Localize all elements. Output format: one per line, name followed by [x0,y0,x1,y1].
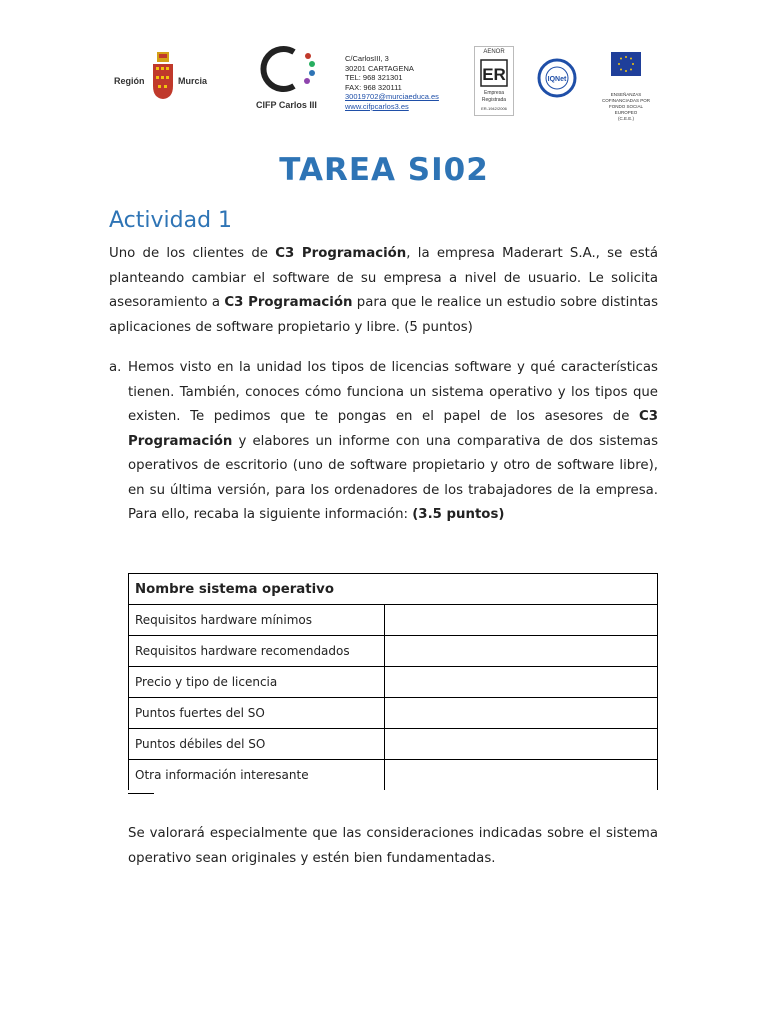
activity-heading: Actividad 1 [109,208,233,233]
cifp-name: CIFP Carlos III [256,100,317,110]
document-title: TAREA SI02 [279,152,489,188]
region-label: Región [114,76,145,86]
item-text-1: Hemos visto en la unidad los tipos de licencias software y qué características tienen. También, conoces cómo funciona un sistema operativo y los tipos que existen. Te pedimos que te pongas en el papel de los asesores de [128,360,658,424]
eu-line1: ENSEÑANZAS [610,92,642,97]
table-row [129,605,658,636]
row-label: Requisitos hardware mínimos [129,605,385,636]
eu-line4: EUROPEO [614,110,638,115]
eu-line2: COFINANCIADAS POR [601,98,650,103]
evaluation-note: Se valorará especialmente que las consideraciones indicadas sobre el sistema operativo sean originales y estén bien fundamentadas. [128,826,658,866]
row-label: Precio y tipo de licencia [129,667,385,698]
address-street: C/CarlosIII, 3 [345,54,389,63]
table-row [129,729,658,760]
table-row [129,636,658,667]
row-label: Puntos fuertes del SO [129,698,385,729]
iqnet-text: IQNet [547,76,567,83]
intro-paragraph [109,242,658,340]
table-row [129,667,658,698]
website-link[interactable]: www.cifpcarlos3.es [345,101,409,111]
row-value-cell[interactable] [385,698,658,729]
eu-flag-icon [611,52,641,76]
eu-line3: FONDO SOCIAL [608,104,643,109]
svg-text:ER: ER [482,65,506,84]
list-item [128,356,658,528]
coat-of-arms-icon [150,52,176,100]
item-text-2: y elabores un informe con una comparativa de dos sistemas operativos de escritorio (uno de software propietario y otro de software libre), en su última versión, para los ordenadores de los trabajadores de la empresa. Para ello, recaba la siguiente información: [128,433,658,522]
row-value-cell[interactable] [385,636,658,667]
er-mark-icon [475,59,513,87]
iqnet-logo [537,58,577,102]
aenor-certification-logo [474,46,514,116]
item-points: (3.5 puntos) [412,507,505,522]
row-value-cell[interactable] [385,760,658,791]
murcia-label: Murcia [178,76,208,86]
table-row [129,760,658,791]
table-row [129,698,658,729]
document-header [0,40,768,120]
table-bottom-fragment [128,793,154,794]
aenor-code: ER-1942/2006 [481,106,507,111]
row-label: Otra información interesante [129,760,385,791]
row-label: Puntos débiles del SO [129,729,385,760]
school-address [345,54,439,111]
address-fax: FAX: 968 320111 [345,82,402,92]
intro-text-2: , la empresa Maderart S.A., se está planteando cambiar el software de su empresa a nivel de usuario. Le solicita asesoramiento a [109,246,658,310]
row-value-cell[interactable] [385,605,658,636]
aenor-line1: Empresa [483,90,504,96]
row-label: Requisitos hardware recomendados [129,636,385,667]
task-list [109,356,658,528]
address-city: 30201 CARTAGENA [345,63,414,73]
intro-text-3: para que le realice un estudio sobre distintas aplicaciones de software propietario y libre. (5 puntos) [109,295,659,335]
eu-caption [598,92,654,122]
table-header-row [129,574,658,605]
os-comparison-table [128,573,658,790]
address-phone: TEL: 968 321301 [345,73,403,82]
intro-text-1: Uno de los clientes de [109,246,276,261]
iqnet-seal-icon [537,58,577,98]
table-header-cell: Nombre sistema operativo [129,574,658,605]
aenor-line2: Registrada [481,97,507,103]
intro-company-2: C3 Programación [224,295,353,310]
aenor-label: AENOR [483,49,505,55]
row-value-cell[interactable] [385,667,658,698]
eu-line5: (C.E.E.) [617,116,634,121]
cifp-carlos-iii-logo [256,42,326,117]
email-link[interactable]: 30019702@murciaeduca.es [345,92,439,101]
item-company: C3 Programación [128,409,658,449]
cifp-c-icon [256,42,316,97]
region-murcia-logo [114,52,214,102]
list-marker: a. [109,360,122,375]
intro-company-1: C3 Programación [275,246,407,261]
row-value-cell[interactable] [385,729,658,760]
